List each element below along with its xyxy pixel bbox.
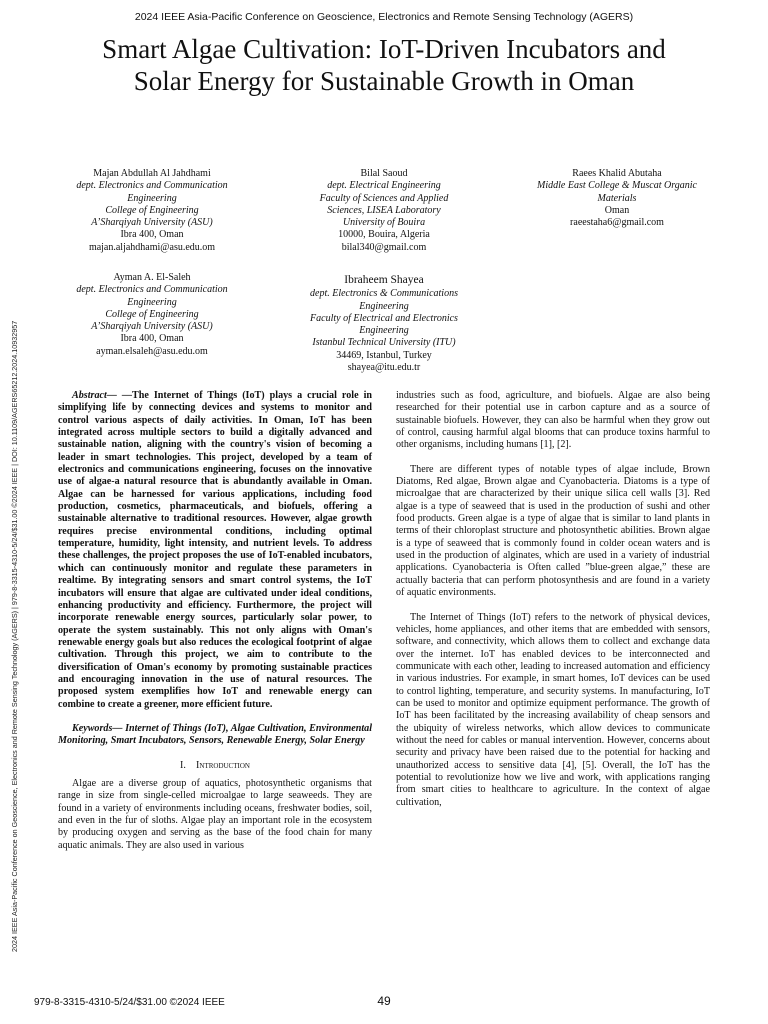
left-column bbox=[58, 390, 372, 852]
author-affil: Materials bbox=[597, 192, 637, 204]
abstract-label: Abstract— bbox=[72, 390, 117, 401]
author-affil: Faculty of Sciences and Applied bbox=[319, 192, 449, 204]
conference-header: 2024 IEEE Asia-Pacific Conference on Geoscience, Electronics and Remote Sensing Technology (AGERS) bbox=[134, 11, 634, 23]
section-heading bbox=[58, 760, 372, 772]
author-name: Majan Abdullah Al Jahdhami bbox=[93, 168, 211, 179]
author-block-3 bbox=[512, 168, 722, 229]
author-affil: Engineering bbox=[359, 325, 409, 337]
author-email: shayea@itu.edu.tr bbox=[347, 362, 421, 374]
author-affil: Engineering bbox=[127, 192, 177, 204]
paper-title bbox=[30, 33, 738, 97]
author-affil: Sciences, LISEA Laboratory bbox=[327, 204, 441, 216]
author-name: Ibraheem Shayea bbox=[344, 274, 424, 286]
author-affil: Middle East College & Muscat Organic bbox=[537, 180, 697, 192]
author-block-4 bbox=[52, 272, 252, 358]
body-paragraph-1: industries such as food, agriculture, and biofuels. Algae are also being researched for their potential use in carbon capture and as a source of sustainable biofuels. However, they can also be harmful when they grow out of control, causing harmful algal blooms that can produce toxins harmful to other organisms, including humans [1], [2]. bbox=[396, 390, 710, 451]
side-doi-note: 2024 IEEE Asia-Pacific Conference on Geoscience, Electronics and Remote Sensing Technology (AGERS) | 979-8-3315-4310-5/24/$31.00 ©2024 IEEE | DOI: 10.1109/AGERS65212.2024.10932957 bbox=[10, 320, 19, 952]
author-affil: A’Sharqiyah University (ASU) bbox=[91, 321, 213, 333]
author-place: 34469, Istanbul, Turkey bbox=[336, 349, 432, 361]
author-email: ayman.elsaleh@asu.edu.om bbox=[96, 345, 208, 357]
section-title: Introduction bbox=[196, 759, 250, 771]
author-place: Oman bbox=[604, 204, 630, 216]
page-number: 49 bbox=[377, 994, 391, 1008]
author-affil: Faculty of Electrical and Electronics bbox=[310, 312, 458, 324]
keywords: Keywords— Internet of Things (IoT), Algae Cultivation, Environmental Monitoring, Smart Incubators, Sensors, Renewable Energy, Solar Energy bbox=[58, 722, 372, 747]
intro-paragraph: Algae are a diverse group of aquatics, photosynthetic organisms that range in size from single-celled microalgae to large seaweeds. They are found in a variety of environments including oceans, freshwater bodies, soil, and even in the fur of sloths. Algae play an important role in the ecosystem by producing oxygen and serving as the base of the food chain for many aquatic animals. They are also used in various bbox=[58, 777, 372, 851]
author-name: Bilal Saoud bbox=[360, 168, 408, 179]
author-name: Raees Khalid Abutaha bbox=[572, 168, 662, 179]
author-name: Ayman A. El-Saleh bbox=[113, 272, 191, 283]
title-line-2: Solar Energy for Sustainable Growth in Oman bbox=[133, 66, 635, 96]
author-block-2 bbox=[284, 168, 484, 254]
abstract-text: —The Internet of Things (IoT) plays a crucial role in simplifying life by connecting devices and systems to monitor and control various aspects of daily activities. In Oman, IoT has been integrated across multiple sectors to build a digitally advanced and sustainable nation, aligning with the country's vision of becoming a leader in smart technologies. This project, developed by a team of electronics and communications engineering, focuses on the innovative use of algae-a natural resource that is abundantly available in Oman. Algae can be harnessed for various applications, including food production, cosmetics, pharmaceuticals, and biofuels, offering a sustainable alternative to traditional resources. However, algae growth requires precise environmental conditions, including optimal temperature, humidity, light intensity, and nutrient levels. To address these challenges, the project proposes the use of IoT-enabled incubators, which can continuously monitor and regulate these parameters in realtime. By integrating sensors and smart control systems, the IoT incubators will ensure that algae are cultivated under ideal conditions, enhancing productivity and efficiency. Furthermore, the project will incorporate renewable energy sources, particularly solar power, to operate the system sustainably. This not only aligns with Oman's renewable energy goals but also reduces the ecological footprint of algae cultivation. Through this project, we aim to contribute to the diversification of Oman's economy by promoting sustainable practices and encouraging innovation in the use of natural resources. The proposed system exemplifies how IoT and renewable energy can combine to create a greener, more efficient future. bbox=[58, 390, 372, 710]
footer-isbn: 979-8-3315-4310-5/24/$31.00 ©2024 IEEE bbox=[34, 997, 225, 1008]
author-email: bilal340@gmail.com bbox=[341, 241, 427, 253]
author-affil: College of Engineering bbox=[105, 204, 199, 216]
right-column bbox=[396, 390, 710, 809]
title-line-1: Smart Algae Cultivation: IoT-Driven Incubators and bbox=[102, 34, 666, 64]
author-affil: Istanbul Technical University (ITU) bbox=[312, 337, 456, 349]
author-affil: College of Engineering bbox=[105, 308, 199, 320]
author-block-5 bbox=[284, 274, 484, 374]
author-place: 10000, Bouira, Algeria bbox=[338, 229, 430, 241]
section-number: I. bbox=[180, 759, 186, 771]
author-affil: dept. Electronics & Communications bbox=[310, 288, 458, 300]
author-email: majan.aljahdhami@asu.edu.om bbox=[88, 241, 216, 253]
author-affil: dept. Electronics and Communication bbox=[76, 284, 228, 296]
author-email: raeestaha6@gmail.com bbox=[570, 217, 664, 229]
author-place: Ibra 400, Oman bbox=[120, 333, 184, 345]
author-affil: dept. Electrical Engineering bbox=[327, 180, 441, 192]
author-affil: University of Bouira bbox=[342, 217, 426, 229]
author-block-1 bbox=[52, 168, 252, 254]
abstract bbox=[58, 390, 372, 711]
body-paragraph-2: There are different types of notable types of algae include, Brown Diatoms, Red algae, Brown algae and Cyanobacteria. Diatoms is a type of microalgae that are characterized by their unique silica cell walls [3]. Red algae is a type of seaweed that is used in the production of sushi and other food products. Green algae is a type of algae that is similar to land plants in terms of their chloroplast structure and photosynthetic abilities. Brown algae is a type of seaweed that is commonly found in colder ocean waters and is used in the production of alginates, which are used in a variety of industrial applications. Cyanobacteria is Often called ”blue-green algae,” these are actually bacteria that can perform photosynthesis and are found in a variety of aquatic environments. bbox=[396, 463, 710, 599]
author-affil: dept. Electronics and Communication bbox=[76, 180, 228, 192]
author-affil: Engineering bbox=[127, 296, 177, 308]
body-paragraph-3: The Internet of Things (IoT) refers to the network of physical devices, vehicles, home appliances, and other items that are embedded with sensors, software, and connectivity, which allows them to collect and exchange data over the internet. IoT has enabled devices to be interconnected and communicate with each other, leading to increased automation and efficiency in various industries. For example, in smart homes, IoT devices can be used to control lighting, temperature, and security systems. In manufacturing, IoT can be used to monitor and optimize equipment performance. The growth of IoT has been facilitated by the increasing availability of cheap sensors and the ubiquity of wireless networks, which allow devices to communicate without the need for cables or manual intervention. However, concerns about security and privacy have been raised due to the potential for hacking and unauthorized access to sensitive data [4], [5]. Overall, the IoT has the potential to revolutionize how we live and work, with applications ranging from smart cities to healthcare to agriculture. In the context of algae cultivation, bbox=[396, 611, 710, 808]
author-affil: Engineering bbox=[359, 300, 409, 312]
author-place: Ibra 400, Oman bbox=[120, 229, 184, 241]
author-affil: A’Sharqiyah University (ASU) bbox=[91, 217, 213, 229]
